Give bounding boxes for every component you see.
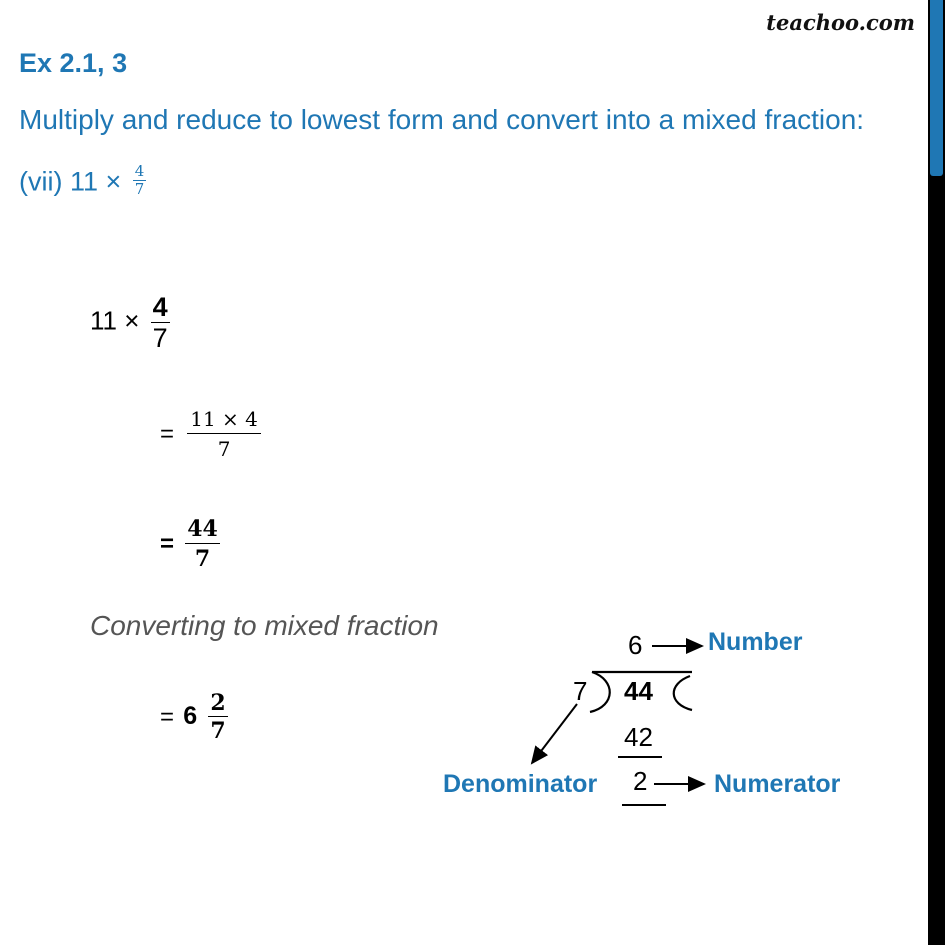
converting-note: Converting to mixed fraction	[90, 610, 439, 641]
part-numerator: 4	[134, 162, 145, 180]
dividend: 44	[624, 676, 653, 706]
remainder: 2	[633, 766, 648, 796]
denominator-arrow	[532, 704, 577, 763]
step-2-numerator: 11 × 4	[190, 407, 258, 431]
brand-logo: teachoo.com	[766, 10, 915, 35]
right-bracket	[674, 676, 692, 710]
step-1-prefix: 11 ×	[90, 305, 140, 336]
step-3-denominator: 7	[194, 546, 211, 572]
part-fraction	[133, 163, 147, 198]
quotient: 6	[628, 630, 643, 660]
step-3	[160, 515, 220, 574]
part-label: (vii) 11 ×	[19, 166, 122, 197]
step-4	[160, 690, 228, 745]
step-2	[160, 405, 261, 464]
left-bracket	[590, 672, 610, 712]
part-denominator: 7	[134, 180, 145, 198]
question-text: Multiply and reduce to lowest form and convert into a mixed fraction:	[19, 104, 865, 135]
step-3-numerator: 44	[187, 516, 218, 542]
step-3-prefix: =	[160, 530, 175, 558]
division-lines	[440, 620, 900, 840]
divisor: 7	[573, 676, 588, 706]
step-1-denominator: 7	[152, 323, 168, 353]
question-part	[19, 162, 146, 201]
label-denominator: Denominator	[443, 770, 598, 798]
exercise-title: Ex 2.1, 3	[19, 48, 128, 78]
long-division-diagram	[440, 620, 900, 840]
step-2-prefix: =	[160, 420, 175, 448]
scrollbar-thumb[interactable]	[930, 0, 943, 176]
vertical-scrollbar[interactable]	[928, 0, 945, 945]
step-4-numerator: 2	[210, 690, 226, 716]
product: 42	[624, 722, 653, 752]
step-2-fraction	[187, 405, 261, 464]
step-4-fraction	[208, 690, 227, 745]
step-1	[90, 292, 170, 353]
label-numerator: Numerator	[714, 770, 841, 798]
step-4-whole: 6	[183, 702, 198, 731]
label-number: Number	[708, 628, 803, 656]
step-3-fraction	[185, 515, 220, 574]
step-1-fraction	[151, 292, 170, 353]
step-4-prefix: =	[160, 703, 175, 731]
step-2-denominator: 7	[217, 437, 231, 461]
step-1-numerator: 4	[152, 292, 168, 322]
step-4-denominator: 7	[210, 718, 226, 744]
